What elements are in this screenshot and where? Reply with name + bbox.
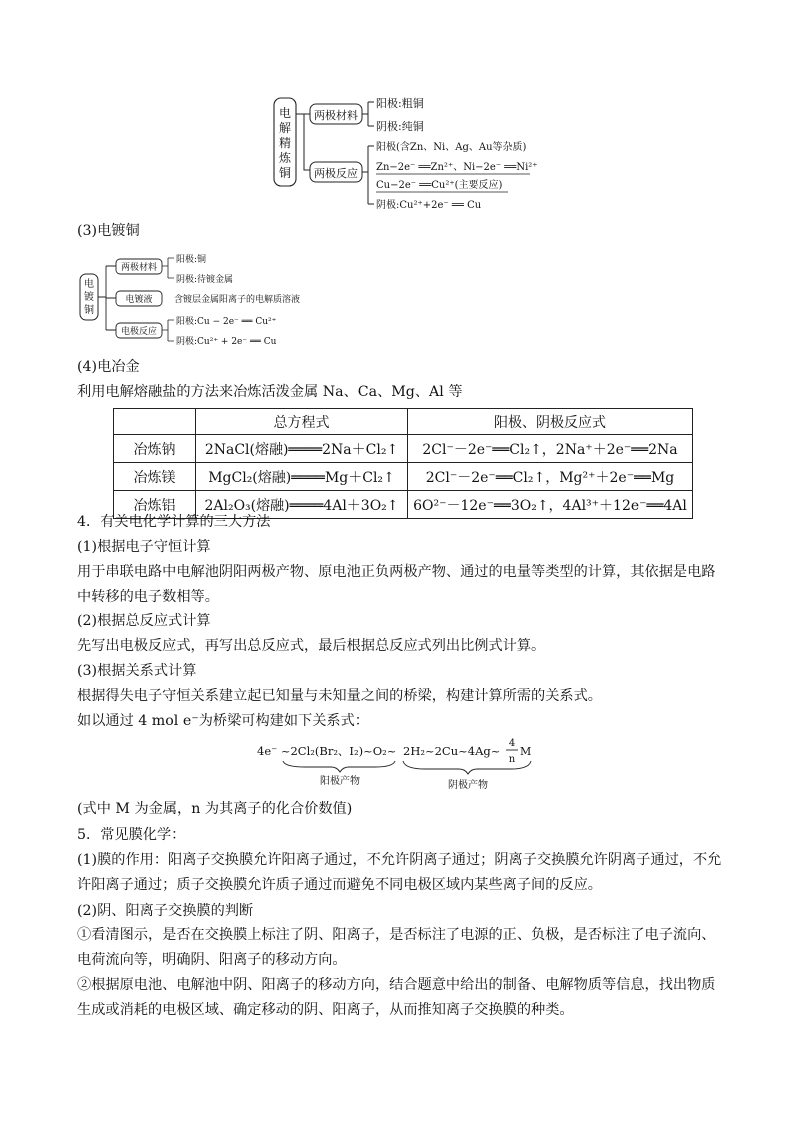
materials-label: 两极材料	[314, 109, 358, 122]
table-header	[114, 409, 196, 435]
formula-left: 4e⁻ ~2Cl₂(Br₂、I₂)~O₂~	[257, 744, 397, 758]
part-5-title: 5．常见膜化学：	[77, 827, 186, 843]
materials-label-2: 两极材料	[120, 263, 158, 273]
electroplating-diagram	[76, 252, 336, 348]
anode-material-2: 阳极:铜	[176, 255, 207, 265]
root-char: 镀	[84, 292, 94, 303]
root-char: 电	[84, 279, 94, 290]
part-5-p1: (1)膜的作用：阳离子交换膜允许阳离子通过，不允许阴离子通过；阴离子交换膜允许阴离子通过，不允许阳离子通过；质子交换膜允许质子通过而避免不同电极区域内某些离子间的反应。	[77, 852, 722, 893]
root-char: 铜	[84, 305, 94, 316]
anode-reaction-2b: 阳极:Cu − 2e⁻ ══ Cu²⁺	[176, 317, 277, 327]
reactions-label-2: 电极反应	[120, 327, 158, 337]
part-5-p4: ②根据原电池、电解池中阴、阳离子的移动方向，结合题意中给出的制备、电解物质等信息，找出物质生成或消耗的电极区域、确定移动的阴、阳离子，从而推知离子交换膜的种类。	[77, 977, 716, 1018]
refining-copper-diagram	[270, 92, 560, 214]
cathode-product-label: 阴极产物	[448, 780, 488, 791]
table-cell: 2NaCl(熔融)════2Na＋Cl₂↑	[196, 435, 408, 463]
table-cell: 2Cl⁻－2e⁻══Cl₂↑，Mg²⁺＋2e⁻══Mg	[408, 463, 693, 491]
anode-heading: 阳极(含Zn、Ni、Ag、Au等杂质)	[376, 142, 527, 153]
metallurgy-table	[113, 408, 693, 519]
table-cell: 6O²⁻－12e⁻══3O₂↑，4Al³⁺＋12e⁻══4Al	[408, 491, 693, 519]
table-cell: 冶炼铝	[114, 491, 196, 519]
table-header: 总方程式	[196, 409, 408, 435]
table-row	[114, 463, 693, 491]
root-box	[274, 98, 296, 186]
method-2-body: 先写出电极反应式，再写出总反应式，最后根据总反应式列出比例式计算。	[77, 638, 546, 654]
table-cell: 冶炼镁	[114, 463, 196, 491]
fraction-denominator: n	[508, 754, 516, 765]
section-4-title: (4)电冶金	[77, 359, 140, 375]
method-3-title: (3)根据关系式计算	[77, 663, 197, 679]
section-3-title: (3)电镀铜	[77, 223, 140, 239]
table-cell: 2Cl⁻－2e⁻══Cl₂↑，2Na⁺＋2e⁻══2Na	[408, 435, 693, 463]
relationship-formula	[255, 736, 545, 794]
bath-text: 含镀层金属阳离子的电解质溶液	[174, 295, 301, 305]
table-row	[114, 435, 693, 463]
part-5-p2: (2)阴、阳离子交换膜的判断	[77, 903, 254, 919]
example-intro: 如以通过 4 mol e⁻为桥梁可构建如下关系式：	[77, 713, 369, 729]
cathode-reaction: 阴极:Cu²⁺+2e⁻ ══ Cu	[376, 200, 482, 211]
cathode-reaction-2b: 阴极:Cu²⁺ + 2e⁻ ══ Cu	[176, 337, 277, 347]
cathode-material-2: 阴极:待镀金属	[176, 275, 234, 285]
method-3-body: 根据得失电子守恒关系建立起已知量与未知量之间的桥梁，构建计算所需的关系式。	[77, 688, 602, 704]
table-cell: MgCl₂(熔融)════Mg＋Cl₂↑	[196, 463, 408, 491]
anode-reaction-2: Cu−2e⁻ ══Cu²⁺(主要反应)	[376, 180, 503, 191]
cathode-material: 阴极:纯铜	[376, 120, 424, 133]
part-4-title: 4．有关电化学计算的三大方法	[77, 514, 271, 530]
fraction-m: M	[520, 745, 532, 758]
section-4-intro: 利用电解熔融盐的方法来冶炼活泼金属 Na、Ca、Mg、Al 等	[77, 384, 463, 400]
table-cell: 2Al₂O₃(熔融)════4Al＋3O₂↑	[196, 491, 408, 519]
root-char: 炼	[278, 151, 292, 165]
part-5-p3: ①看清图示，是否在交换膜上标注了阴、阳离子，是否标注了电源的正、负极，是否标注了电子流向、电荷流向等，明确阴、阳离子的移动方向。	[77, 927, 716, 968]
table-cell: 冶炼钠	[114, 435, 196, 463]
root-box-2	[80, 274, 98, 320]
formula-note: (式中 M 为金属，n 为其离子的化合价数值)	[77, 801, 353, 817]
fraction-numerator: 4	[508, 738, 516, 749]
bath-label: 电镀液	[125, 295, 153, 305]
root-char: 精	[278, 136, 292, 150]
anode-product-label: 阳极产物	[320, 776, 360, 787]
root-char: 铜	[278, 166, 292, 180]
reactions-label: 两极反应	[314, 167, 358, 180]
method-1-title: (1)根据电子守恒计算	[77, 539, 211, 555]
formula-right: 2H₂~2Cu~4Ag~	[403, 744, 501, 758]
table-header-row	[114, 409, 693, 435]
anode-reaction-1: Zn−2e⁻ ══Zn²⁺、Ni−2e⁻ ══Ni²⁺	[376, 162, 538, 173]
root-char: 电	[278, 106, 292, 120]
anode-material: 阳极:粗铜	[376, 97, 424, 110]
root-char: 解	[278, 121, 292, 135]
method-2-title: (2)根据总反应式计算	[77, 613, 211, 629]
table-header: 阳极、阴极反应式	[408, 409, 693, 435]
method-1-body: 用于串联电路中电解池阴阳两极产物、原电池正负两极产物、通过的电量等类型的计算，其依据是电路中转移的电子数相等。	[77, 564, 716, 605]
